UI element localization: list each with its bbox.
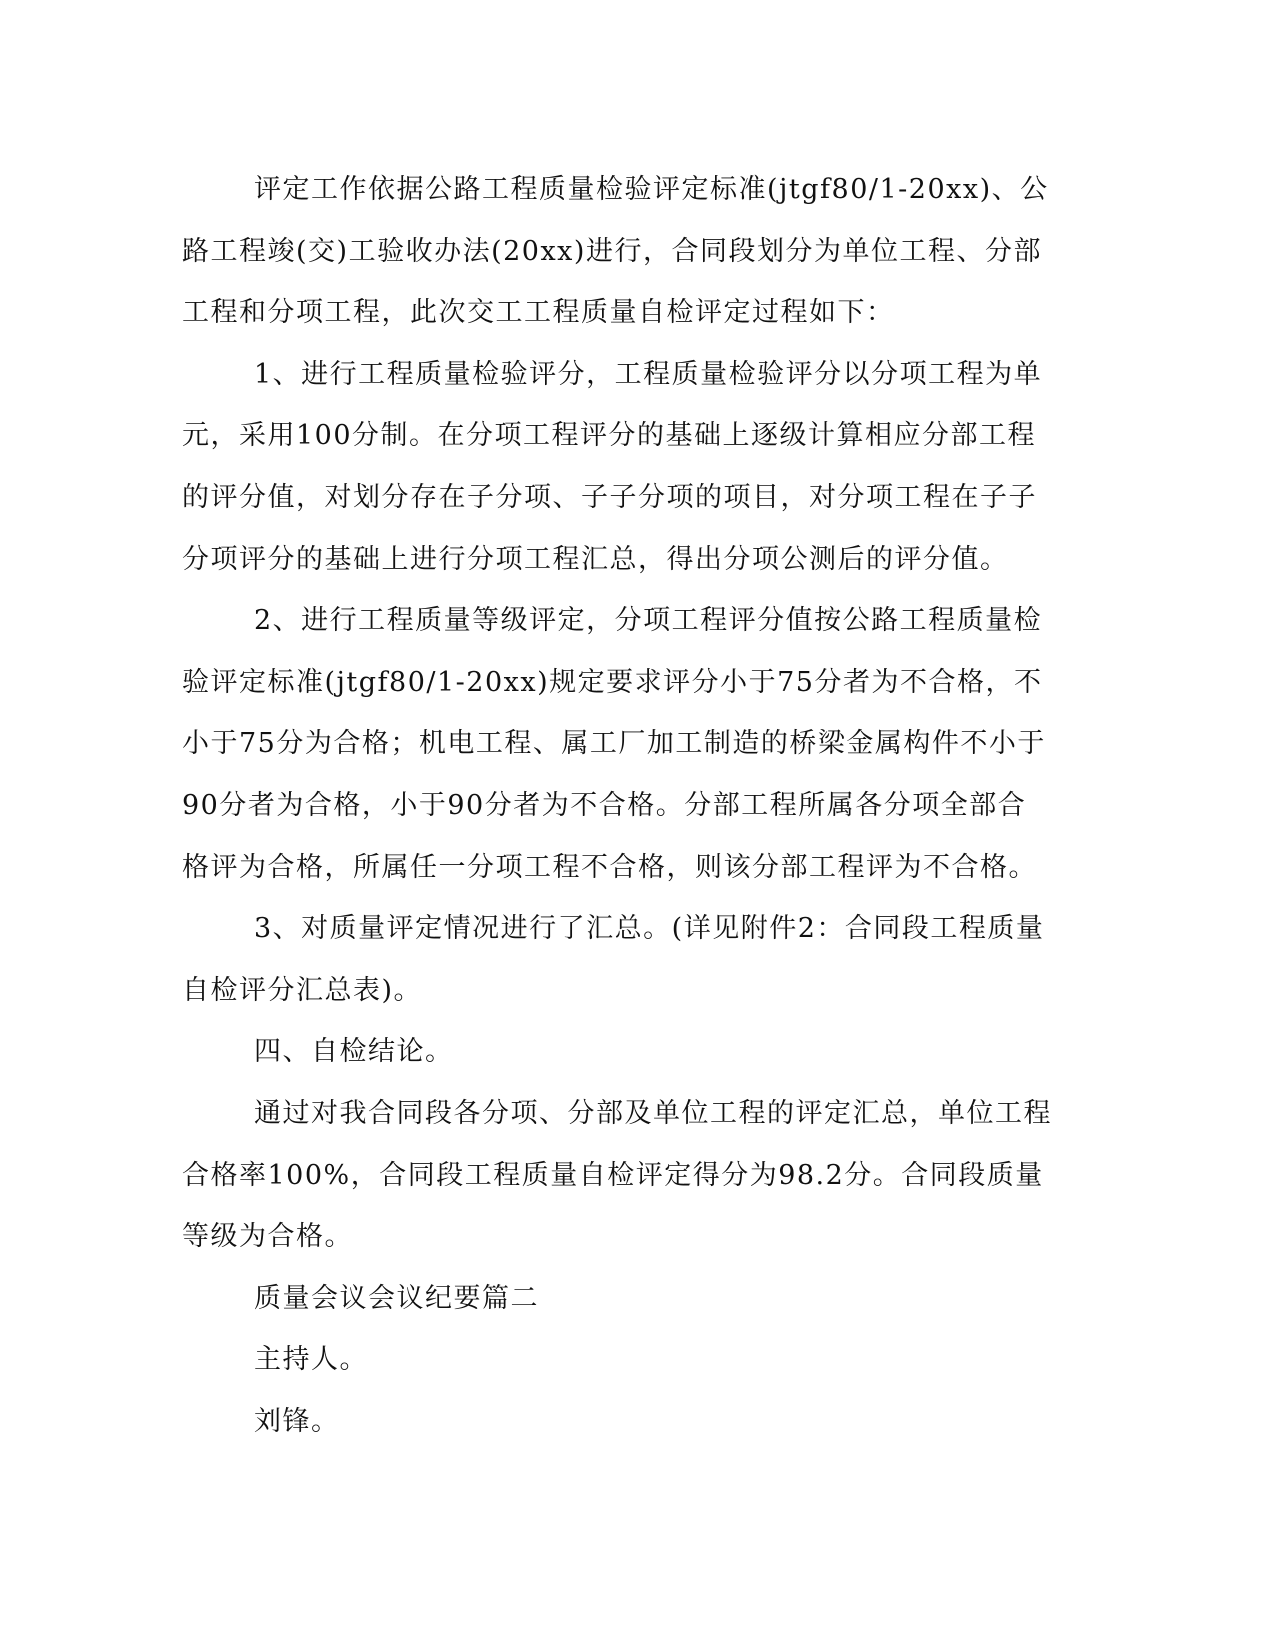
paragraph-conclusion: 通过对我合同段各分项、分部及单位工程的评定汇总，单位工程合格率100%，合同段工程质量自检评定得分为98.2分。合同段质量等级为合格。 <box>182 1097 1052 1253</box>
paragraph-host-label: 主持人。 <box>254 1344 368 1376</box>
paragraph-host-name: 刘锋。 <box>254 1405 340 1437</box>
section-heading-conclusion: 四、自检结论。 <box>254 1036 454 1068</box>
paragraph-evaluation-basis: 评定工作依据公路工程质量检验评定标准(jtgf80/1-20xx)、公路工程竣(交)工验收办法(20xx)进行，合同段划分为单位工程、分部工程和分项工程，此次交工工程质量自检评定过程如下： <box>182 174 1049 329</box>
paragraph-step-2-grading: 2、进行工程质量等级评定，分项工程评分值按公路工程质量检验评定标准(jtgf80/1-20xx)规定要求评分小于75分者为不合格，不小于75分为合格；机电工程、属工厂加工制造的桥梁金属构件不小于90分者为合格，小于90分者为不合格。分部工程所属各分项全部合格评为合格，所属任一分项工程不合格，则该分部工程评为不合格。 <box>182 605 1046 883</box>
document-body <box>182 159 1052 1452</box>
paragraph-step-1-scoring: 1、进行工程质量检验评分，工程质量检验评分以分项工程为单元，采用100分制。在分项工程评分的基础上逐级计算相应分部工程的评分值，对划分存在子分项、子子分项的项目，对分项工程在子子分项评分的基础上进行分项工程汇总，得出分项公测后的评分值。 <box>182 358 1043 575</box>
section-title-part-two: 质量会议会议纪要篇二 <box>254 1282 539 1314</box>
paragraph-step-3-summary: 3、对质量评定情况进行了汇总。(详见附件2：合同段工程质量自检评分汇总表)。 <box>182 913 1045 1006</box>
